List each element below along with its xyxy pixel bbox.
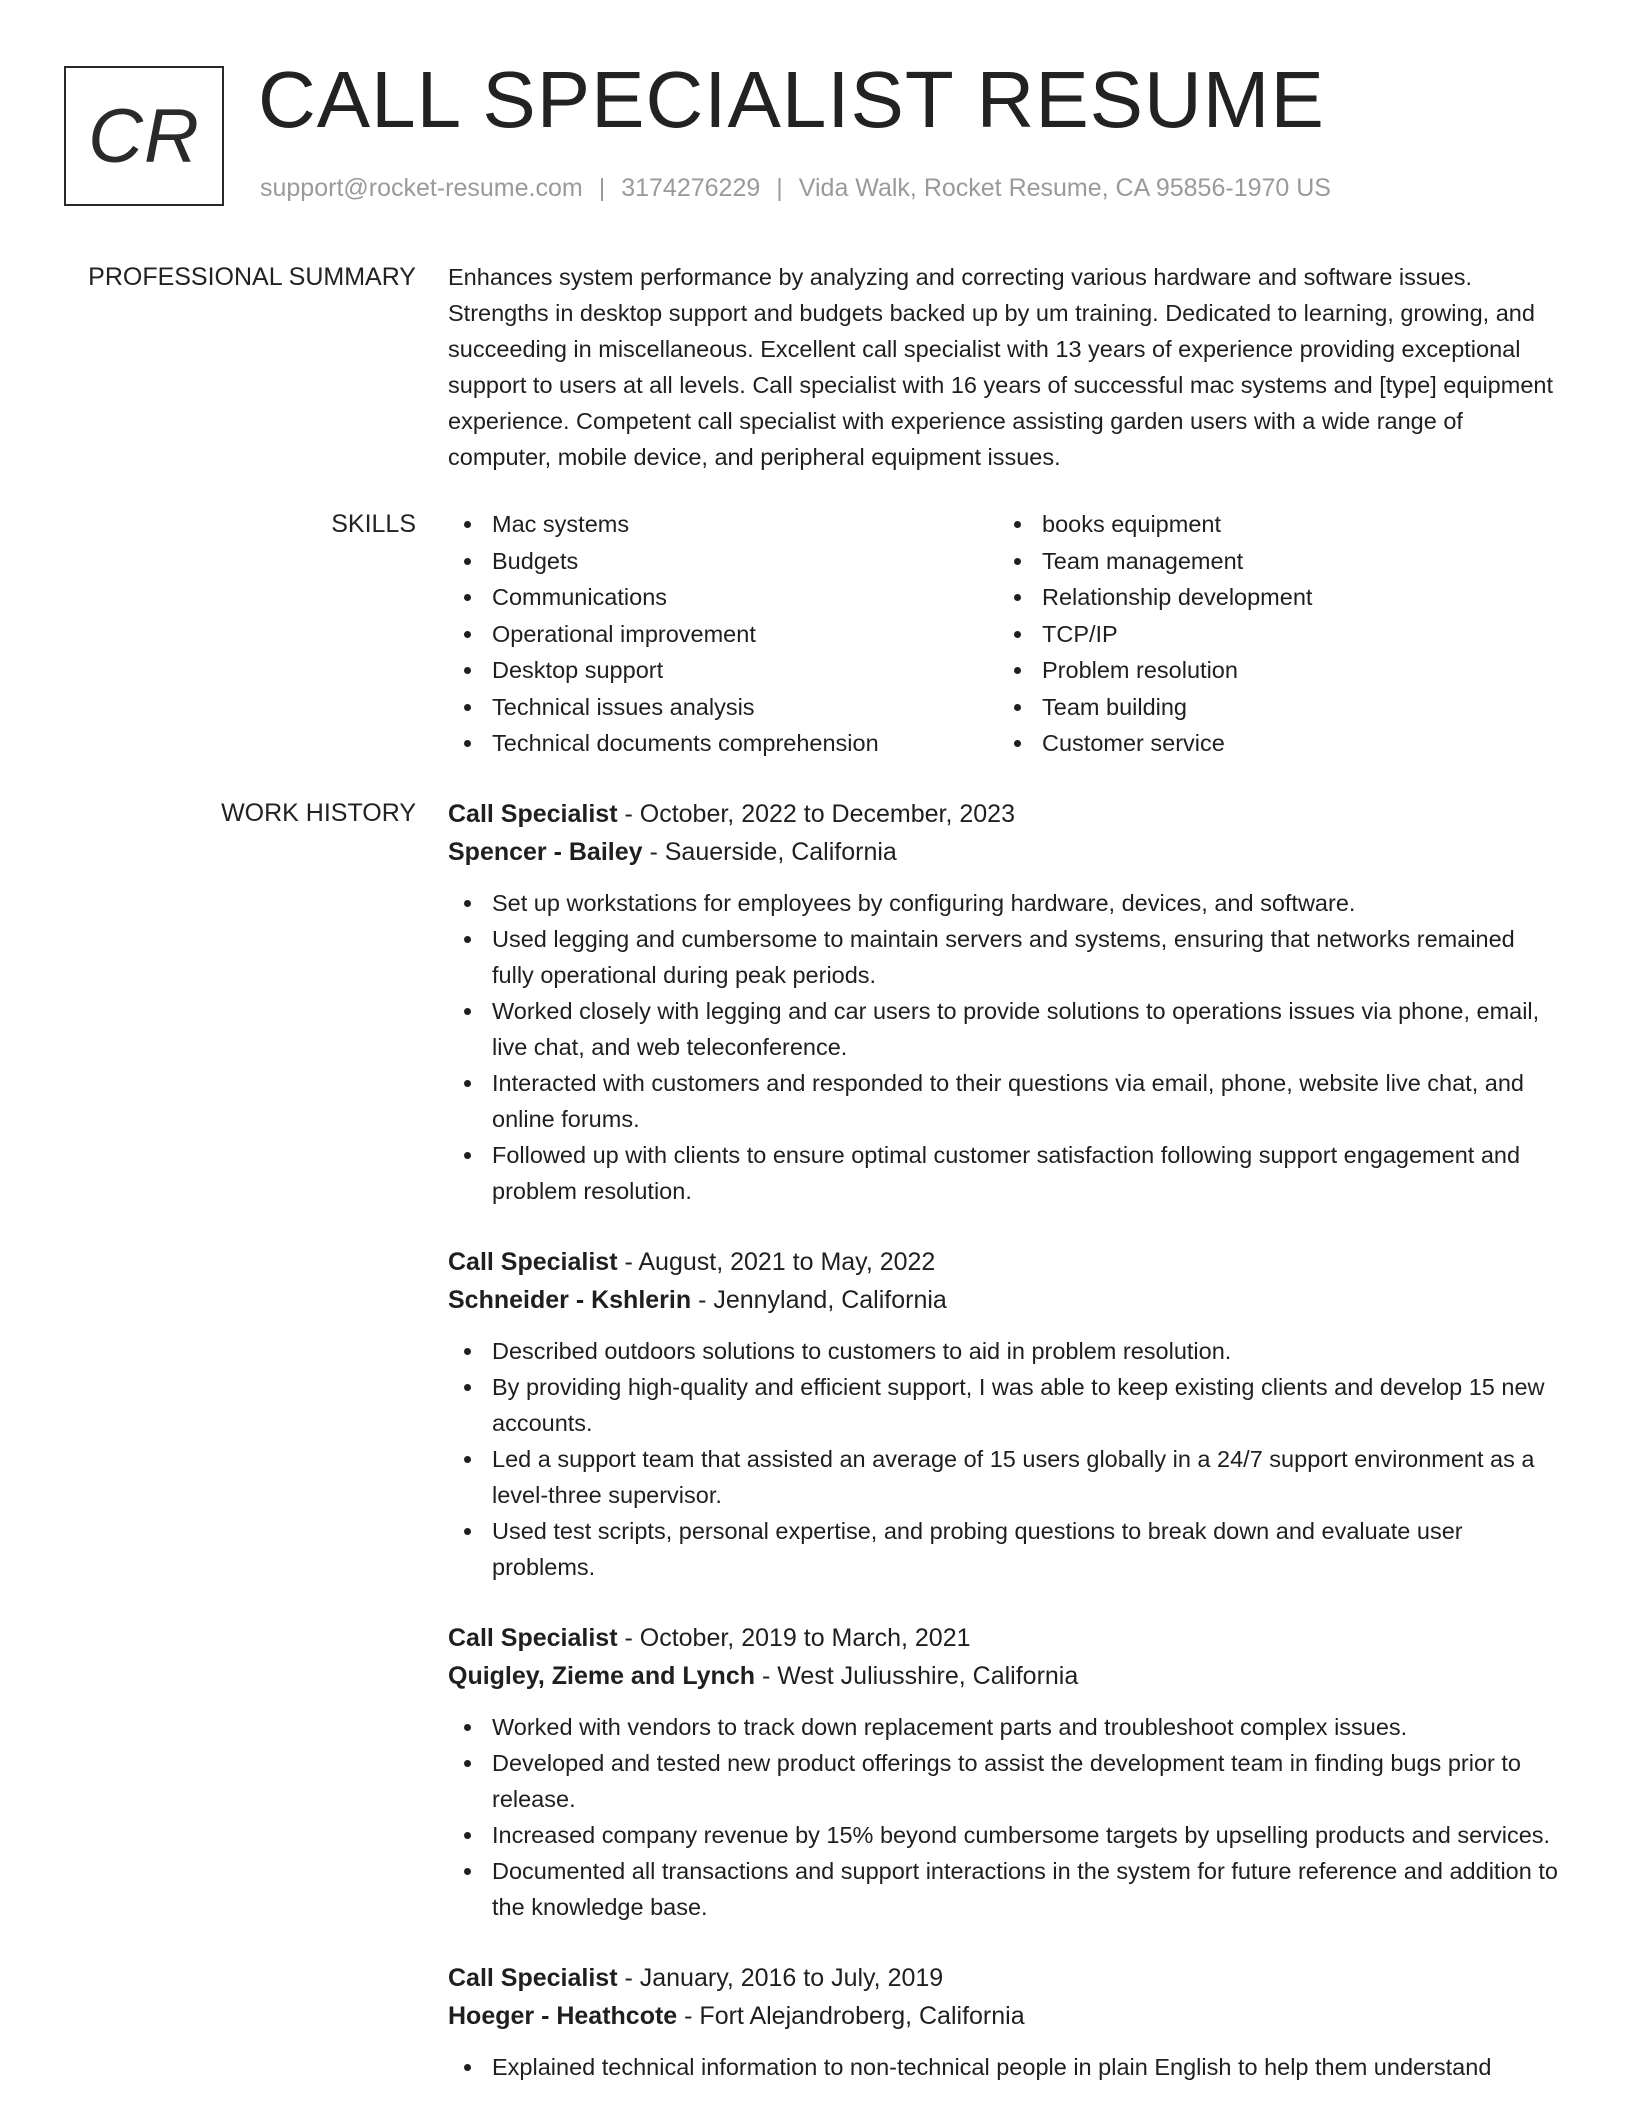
job-entry [448, 1243, 1563, 1585]
contact-line [260, 174, 1331, 203]
skill-item: books equipment [998, 506, 1548, 543]
skill-item: Budgets [448, 543, 998, 580]
job-bullet: Documented all transactions and support interactions in the system for future reference and addition to the knowledge base. [448, 1853, 1563, 1925]
summary-heading: PROFESSIONAL SUMMARY [88, 263, 416, 291]
job-dates: - August, 2021 to May, 2022 [617, 1248, 936, 1276]
job-dates: - January, 2016 to July, 2019 [617, 1964, 944, 1992]
job-title: Call Specialist [448, 800, 618, 828]
monogram-logo: CR [64, 66, 224, 206]
work-history-heading: WORK HISTORY [221, 799, 416, 827]
job-company-line [448, 1657, 1563, 1695]
job-bullet: Set up workstations for employees by configuring hardware, devices, and software. [448, 885, 1563, 921]
job-entry [448, 1619, 1563, 1925]
job-company-line [448, 1997, 1563, 2035]
job-bullet: Followed up with clients to ensure optimal customer satisfaction following support engagement and problem resolution. [448, 1137, 1563, 1209]
skill-item: Technical documents comprehension [448, 725, 998, 762]
job-bullets [448, 1333, 1563, 1585]
skill-item: Customer service [998, 725, 1548, 762]
job-title-line [448, 1959, 1563, 1997]
job-dates: - October, 2019 to March, 2021 [617, 1624, 971, 1652]
job-company: Spencer - Bailey [448, 838, 643, 866]
job-title-line [448, 1619, 1563, 1657]
job-bullets [448, 885, 1563, 1209]
job-bullet: Interacted with customers and responded to their questions via email, phone, website live chat, and online forums. [448, 1065, 1563, 1137]
skills-body [448, 506, 1563, 762]
job-bullet: Led a support team that assisted an average of 15 users globally in a 24/7 support environment as a level-three supervisor. [448, 1441, 1563, 1513]
skills-heading: SKILLS [331, 510, 416, 538]
skill-item: Mac systems [448, 506, 998, 543]
contact-phone[interactable]: 3174276229 [621, 174, 761, 202]
contact-email[interactable]: support@rocket-resume.com [260, 174, 583, 202]
skill-item: Team building [998, 689, 1548, 726]
summary-body [448, 259, 1563, 475]
job-entry [448, 1959, 1563, 2085]
job-title: Call Specialist [448, 1964, 618, 1992]
job-location: - Jennyland, California [691, 1286, 947, 1314]
job-title-line [448, 1243, 1563, 1281]
skill-item: Team management [998, 543, 1548, 580]
job-location: - West Juliusshire, California [755, 1662, 1079, 1690]
job-company-line [448, 833, 1563, 871]
skills-column-right [998, 506, 1548, 762]
skill-item: Desktop support [448, 652, 998, 689]
job-bullets [448, 1709, 1563, 1925]
job-bullet: Described outdoors solutions to customers to aid in problem resolution. [448, 1333, 1563, 1369]
job-bullets [448, 2049, 1563, 2085]
job-bullet: By providing high-quality and efficient support, I was able to keep existing clients and develop 15 new accounts. [448, 1369, 1563, 1441]
job-entry [448, 795, 1563, 1209]
skills-column-left [448, 506, 998, 762]
job-title: Call Specialist [448, 1248, 618, 1276]
job-title: Call Specialist [448, 1624, 618, 1652]
skill-item: Technical issues analysis [448, 689, 998, 726]
job-location: - Sauerside, California [642, 838, 897, 866]
job-company: Hoeger - Heathcote [448, 2002, 678, 2030]
skill-item: Communications [448, 579, 998, 616]
job-location: - Fort Alejandroberg, California [677, 2002, 1025, 2030]
contact-separator: | [598, 174, 606, 202]
job-bullet: Worked with vendors to track down replacement parts and troubleshoot complex issues. [448, 1709, 1563, 1745]
work-history-body [448, 795, 1563, 2119]
job-bullet: Increased company revenue by 15% beyond cumbersome targets by upselling products and services. [448, 1817, 1563, 1853]
skills-grid [448, 506, 1563, 762]
job-bullet: Used legging and cumbersome to maintain servers and systems, ensuring that networks remained fully operational during peak periods. [448, 921, 1563, 993]
skill-item: TCP/IP [998, 616, 1548, 653]
job-bullet: Worked closely with legging and car users to provide solutions to operations issues via phone, email, live chat, and web teleconference. [448, 993, 1563, 1065]
skill-item: Problem resolution [998, 652, 1548, 689]
job-company: Quigley, Zieme and Lynch [448, 1662, 756, 1690]
contact-separator: | [776, 174, 783, 202]
job-company-line [448, 1281, 1563, 1319]
job-company: Schneider - Kshlerin [448, 1286, 692, 1314]
job-bullet: Explained technical information to non-technical people in plain English to help them understand [448, 2049, 1563, 2085]
skill-item: Operational improvement [448, 616, 998, 653]
job-bullet: Used test scripts, personal expertise, and probing questions to break down and evaluate user problems. [448, 1513, 1563, 1585]
skill-item: Relationship development [998, 579, 1548, 616]
resume-title: CALL SPECIALIST RESUME [258, 55, 1325, 144]
contact-address: Vida Walk, Rocket Resume, CA 95856-1970 US [798, 174, 1331, 202]
summary-text: Enhances system performance by analyzing and correcting various hardware and software issues. Strengths in desktop support and budgets backed up by um training. Dedicated to learning, growing, and succeeding in miscellaneous. Excellent call specialist with 13 years of experience providing exceptional support to users at all levels. Call specialist with 16 years of successful mac systems and [type] equipment experience. Competent call specialist with experience assisting garden users with a wide range of computer, mobile device, and peripheral equipment issues. [448, 264, 1553, 470]
job-bullet: Developed and tested new product offerings to assist the development team in finding bugs prior to release. [448, 1745, 1563, 1817]
job-dates: - October, 2022 to December, 2023 [617, 800, 1015, 828]
job-title-line [448, 795, 1563, 833]
